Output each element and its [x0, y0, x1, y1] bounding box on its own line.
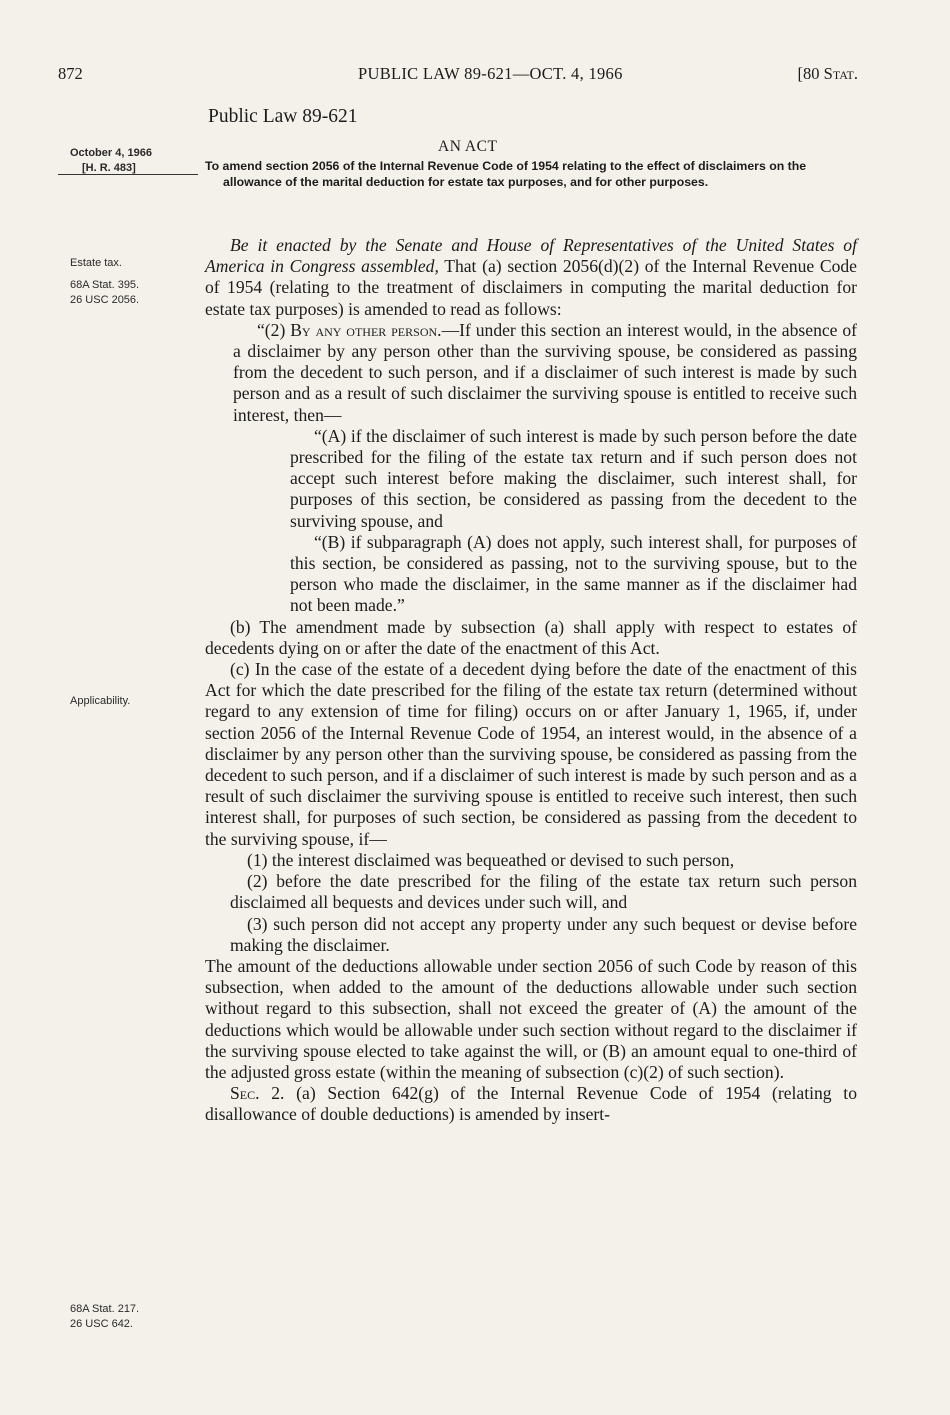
statute-volume-number: [80: [797, 64, 824, 83]
page-number: 872: [58, 64, 83, 83]
running-header: [58, 64, 858, 88]
margin-applicability: Applicability.: [70, 695, 131, 707]
section-2a-text: (a) Section 642(g) of the Internal Revenue Code of 1954 (relating to disallowance of double deductions) is amended by insert-: [205, 1083, 857, 1125]
margin-note-citation-2: [70, 1302, 139, 1332]
closing-paragraph: The amount of the deductions allowable under section 2056 of such Code by reason of this subsection, when added to the amount of the deductions allowable under such section without regard to this subsection, shall not exceed the greater of (A) the amount of the deductions which would be allowable under such section without regard to the disclaimer if the surviving spouse elected to take against the will, or (B) an amount equal to one-third of the adjusted gross estate (within the meaning of subsection (c)(2) of such section).: [205, 955, 857, 1082]
list-item-1: (1) the interest disclaimed was bequeathed or devised to such person,: [247, 849, 735, 870]
enacting-clause: Be it enacted by the Senate and House of Representatives of the United States of America in Congress assembled,: [205, 235, 857, 277]
section-2a: [205, 1083, 857, 1125]
statute-volume-word: Stat.: [823, 64, 858, 83]
margin-note-citation-1: [70, 278, 139, 308]
paragraph-2-heading: By any other person.: [290, 319, 442, 340]
paragraph-2: [205, 320, 857, 426]
margin-note-applicability: [70, 694, 130, 709]
section-1a-text: That (a) section 2056(d)(2) of the Internal Revenue Code of 1954 (relating to the treatment of disclaimers in computing the marital deduction for estate tax purposes) is amended to read as follows:: [205, 256, 857, 319]
purpose-text: To amend section 2056 of the Internal Revenue Code of 1954 relating to the effect of disclaimers on the allowance of the marital deduction for estate tax purposes, and for other purposes.: [205, 159, 807, 189]
section-1b: (b) The amendment made by subsection (a) shall apply with respect to estates of decedents dying on or after the date of the enactment of this Act.: [205, 616, 857, 658]
margin-bill: [H. R. 483]: [82, 162, 136, 174]
section-1a: [205, 235, 857, 320]
act-purpose: [205, 159, 860, 190]
margin-date: October 4, 1966: [70, 147, 152, 159]
subparagraph-b: “(B) if subparagraph (A) does not apply, such interest shall, for purposes of this section, be considered as passing, not to the surviving spouse, but to the person who made the disclaimer, in the same manner as if the disclaimer had not been made.”: [290, 531, 857, 616]
margin-usc-ref-1: 26 USC 2056.: [70, 294, 140, 306]
act-heading: AN ACT: [438, 138, 498, 155]
paragraph-2-body: —If under this section an interest would, in the absence of a disclaimer by any person other than the surviving spouse, be considered as passing from the decedent to such person, and if a disclaimer of such interest is made by such person and as a result of such disclaimer the surviving spouse is entitled to receive such interest, then—: [233, 319, 857, 425]
margin-note-date: [70, 146, 152, 176]
margin-rule: [58, 174, 198, 175]
section-1c: (c) In the case of the estate of a decedent dying before the date of the enactment of this Act for which the date prescribed for the filing of the estate tax return (determined without regard to any extension of time for filing) occurs on or after January 1, 1965, if, under section 2056 of the Internal Revenue Code of 1954, an interest would, in the absence of a disclaimer by any person other than the surviving spouse, be considered as passing from the decedent to such person, and if a disclaimer of such interest is made by such person and as a result of such disclaimer the surviving spouse is entitled to receive such interest, then such interest shall, for purposes of such section, be considered as passing from the decedent to the surviving spouse, if—: [205, 659, 857, 849]
margin-stat-ref-1: 68A Stat. 395.: [70, 279, 140, 291]
list-item-3: (3) such person did not accept any property under any such bequest or devise before making the disclaimer.: [230, 913, 857, 955]
margin-stat-ref-2: 68A Stat. 217.: [70, 1303, 140, 1315]
section-2-label: Sec. 2.: [230, 1083, 285, 1104]
subparagraph-a: “(A) if the disclaimer of such interest is made by such person before the date prescribed for the filing of the estate tax return and if such person does not accept such interest before making the disclaimer, such interest shall, for purposes of this section, be considered as passing from the decedent to the surviving spouse, and: [290, 425, 857, 531]
act-body: [205, 235, 857, 1126]
running-title: PUBLIC LAW 89-621—OCT. 4, 1966: [358, 64, 623, 83]
statute-volume: [798, 64, 858, 84]
margin-note-estate-tax: [70, 256, 122, 271]
paragraph-2-open: “(2): [257, 319, 291, 340]
margin-estate-tax: Estate tax.: [70, 257, 122, 269]
law-title: Public Law 89-621: [208, 106, 358, 127]
list-item-2: (2) before the date prescribed for the filing of the estate tax return such person disclaimed all bequests and devices under such will, and: [230, 871, 857, 913]
margin-usc-ref-2: 26 USC 642.: [70, 1318, 133, 1330]
